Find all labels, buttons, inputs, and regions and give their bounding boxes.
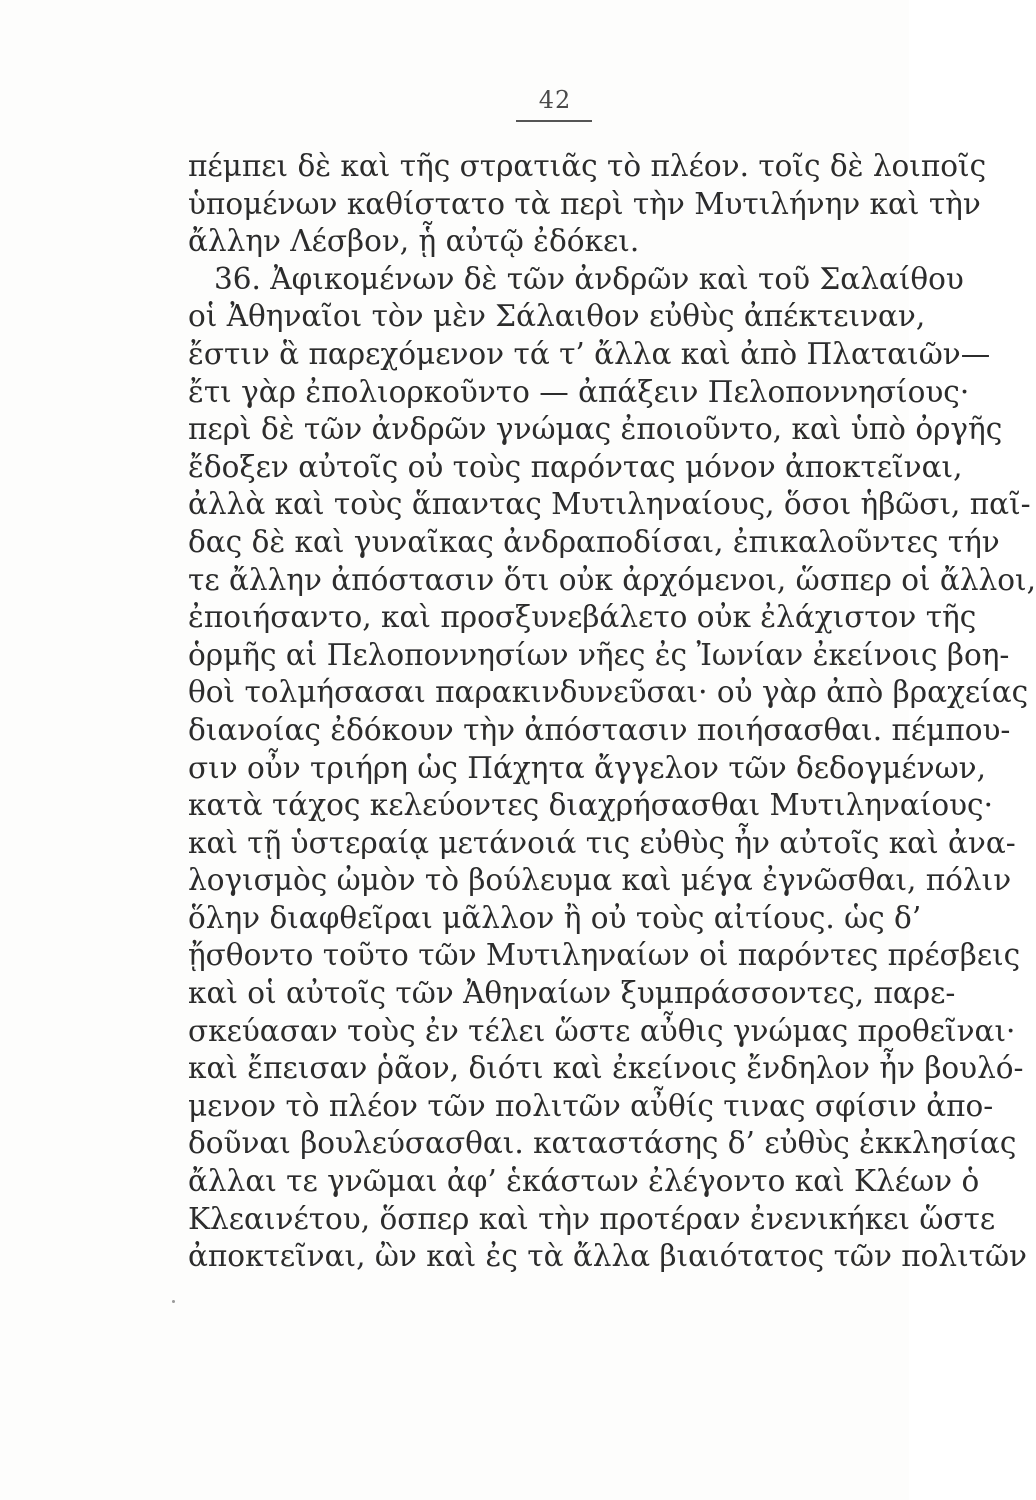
section-heading-line: 36. Ἀφικομένων δὲ τῶν ἀνδρῶν καὶ τοῦ Σαλαίθου [214,261,964,296]
text-line: σιν οὖν τριήρη ὡς Πάχητα ἄγγελον τῶν δεδογμένων, [188,750,986,785]
page-number: 42 [538,86,572,114]
text-line: ἔτι γὰρ ἐπολιορκοῦντο — ἀπάξειν Πελοποννησίους· [188,374,970,409]
text-line: τε ἄλλην ἀπόστασιν ὅτι οὐκ ἀρχόμενοι, ὥσπερ οἱ ἄλλοι, [188,562,1036,597]
text-line: ἔστιν ἃ παρεχόμενον τά τ’ ἄλλα καὶ ἀπὸ Πλαταιῶν— [188,336,991,371]
text-line: ἀλλὰ καὶ τοὺς ἅπαντας Μυτιληναίους, ὅσοι ἡβῶσι, παῖ- [188,487,1031,522]
text-line: δοῦναι βουλεύσασθαι. καταστάσης δ’ εὐθὺς ἐκκλησίας [188,1126,1017,1161]
text-line: πέμπει δὲ καὶ τῆς στρατιᾶς τὸ πλέον. τοῖς δὲ λοιποῖς [188,149,987,183]
text-line: ἄλλην Λέσβον, ᾗ αὐτῷ ἐδόκει. [188,224,640,259]
text-line: οἱ Ἀθηναῖοι τὸν μὲν Σάλαιθον εὐθὺς ἀπέκτειναν, [188,299,926,334]
text-line: καὶ ἔπεισαν ῥᾶον, διότι καὶ ἐκείνοις ἔνδηλον ἦν βουλό- [188,1051,1024,1086]
text-line: καὶ τῇ ὑστεραίᾳ μετάνοιά τις εὐθὺς ἦν αὐτοῖς καὶ ἀνα- [188,825,1016,860]
text-line: κατὰ τάχος κελεύοντες διαχρήσασθαι Μυτιληναίους· [188,788,993,823]
text-line: ἄλλαι τε γνῶμαι ἀφ’ ἑκάστων ἐλέγοντο καὶ Κλέων ὁ [188,1164,980,1199]
text-line: ᾔσθοντο τοῦτο τῶν Μυτιληναίων οἱ παρόντες πρέσβεις [188,938,1021,973]
body-text [188,148,1036,1276]
page-number-rule [516,120,592,122]
text-line: περὶ δὲ τῶν ἀνδρῶν γνώμας ἐποιοῦντο, καὶ ὑπὸ ὀργῆς [188,412,1003,447]
text-line: δας δὲ καὶ γυναῖκας ἀνδραποδίσαι, ἐπικαλοῦντες τήν [188,524,1000,559]
text-line: ἀποκτεῖναι, ὢν καὶ ἐς τὰ ἄλλα βιαιότατος τῶν πολιτῶν [188,1239,1027,1274]
text-line: ἐποιήσαντο, καὶ προσξυνεβάλετο οὐκ ἐλάχιστον τῆς [188,600,977,635]
text-line: μενον τὸ πλέον τῶν πολιτῶν αὖθίς τινας σφίσιν ἀπο- [188,1088,994,1123]
stray-mark [172,1300,175,1303]
text-line: Κλεαινέτου, ὅσπερ καὶ τὴν προτέραν ἐνενικήκει ὥστε [188,1201,996,1236]
text-line: σκεύασαν τοὺς ἐν τέλει ὥστε αὖθις γνώμας προθεῖναι· [188,1013,1016,1048]
text-line: ἔδοξεν αὐτοῖς οὐ τοὺς παρόντας μόνον ἀποκτεῖναι, [188,449,963,484]
text-line: διανοίας ἐδόκουν τὴν ἀπόστασιν ποιήσασθαι. πέμπου- [188,712,1011,747]
text-line: θοὶ τολμήσασαι παρακινδυνεῦσαι· οὐ γὰρ ἀπὸ βραχείας [188,675,1029,710]
text-line: ὑπομένων καθίστατο τὰ περὶ τὴν Μυτιλήνην καὶ τὴν [188,186,981,221]
text-line: λογισμὸς ὠμὸν τὸ βούλευμα καὶ μέγα ἐγνῶσθαι, πόλιν [188,863,1012,898]
text-line: καὶ οἱ αὐτοῖς τῶν Ἀθηναίων ξυμπράσσοντες, παρε- [188,976,956,1011]
text-line: ὅλην διαφθεῖραι μᾶλλον ἢ οὐ τοὺς αἰτίους. ὡς δ’ [188,900,922,935]
text-line: ὁρμῆς αἱ Πελοποννησίων νῆες ἐς Ἰωνίαν ἐκείνοις βοη- [188,637,1010,672]
